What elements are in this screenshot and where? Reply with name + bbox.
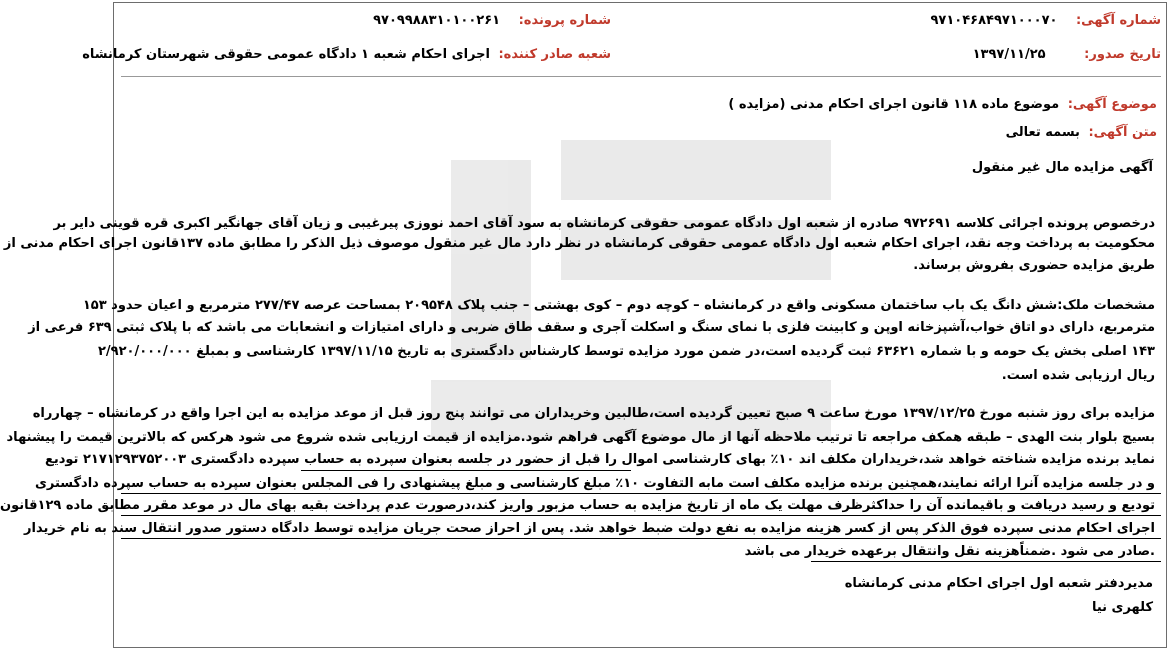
underline-3 (121, 515, 1161, 516)
p3-line-5: تودیع و رسید دریافت و باقیمانده آن را حداکثرظرف مهلت یک ماه از تاریخ مزایده به حساب مزبور واریز کند،درصورت عدم پرداخت بقیه بهای مال در موعد مقرر مطابق ماده ۱۲۹قانون (0, 498, 1155, 513)
p3-line-2: بسیج بلوار بنت الهدی – طبقه همکف مراجعه تا ترتیب ملاحظه آنها از مال موضوع آگهی فراهم شود.مزایده از قیمت ارزیابی شده شروع می شود هرکس که بالاترین قیمت را پیشنهاد (6, 430, 1155, 445)
p2-line-4: ریال ارزیابی شده است. (1001, 368, 1155, 383)
issuing-branch-label: شعبه صادر کننده: (498, 47, 611, 62)
issue-date-row (973, 47, 1161, 63)
header-divider (121, 76, 1161, 77)
ad-text-label: متن آگهی: (1088, 125, 1157, 140)
underline-5 (811, 561, 1161, 562)
subject-label: موضوع آگهی: (1067, 97, 1157, 112)
underline-1 (301, 470, 631, 471)
ad-number: ۹۷۱۰۴۶۸۴۹۷۱۰۰۰۷۰ (930, 13, 1058, 28)
ad-number-label: شماره آگهی: (1075, 13, 1161, 28)
issuing-branch-row (82, 47, 611, 63)
p2-line-2: مترمربع، دارای دو اتاق خواب،آشپزخانه اوپن و کابینت فلزی با نمای سنگ و اسکلت آجری و سقف طاق ضربی و دارای امتیازات و انشعابات می باشد که با پلاک ثبتی ۶۳۹ فرعی از (28, 320, 1155, 335)
case-number: ۹۷۰۹۹۸۸۳۱۰۱۰۰۲۶۱ (373, 13, 501, 28)
underline-4 (121, 538, 1161, 539)
underline-2 (121, 493, 1161, 494)
case-number-row (373, 13, 611, 29)
ad-text-row (1006, 125, 1157, 141)
p3-line-1: مزایده برای روز شنبه مورخ ۱۳۹۷/۱۲/۲۵ مورخ ساعت ۹ صبح تعیین گردیده است،طالبین وخریداران می توانند پنج روز قبل از موعد مزایده به این اجرا واقع در کرمانشاه – چهارراه (32, 406, 1155, 421)
p3-line-4: و در جلسه مزایده آنرا ارائه نمایند،همچنین برنده مزایده مکلف است مابه التفاوت ۱۰٪ مبلغ کارشناسی و مبلغ پیشنهادی را فی المجلس بعنوان سپرده به حساب سپرده دادگستری (34, 476, 1155, 491)
p1-line-1: درخصوص پرونده اجرائی کلاسه ۹۷۲۶۹۱ صادره از شعبه اول دادگاه عمومی حقوقی کرمانشاه به سود آقای احمد نووزی پیرغیبی و زیان آقای جهانگیر اکبری قره قوینی دایر بر (53, 216, 1155, 231)
ad-number-row (931, 13, 1162, 29)
issue-date-label: تاریخ صدور: (1084, 47, 1161, 62)
p3-line-7: .صادر می شود .ضمناًهزینه نقل وانتقال برعهده خریدار می باشد (744, 544, 1155, 559)
p1-line-3: طریق مزایده حضوری بفروش برساند. (913, 258, 1155, 273)
issue-date: ۱۳۹۷/۱۱/۲۵ (972, 47, 1046, 62)
subject-text: موضوع ماده ۱۱۸ قانون اجرای احکام مدنی (مزایده ) (728, 97, 1060, 112)
p2-line-1: مشخصات ملک:شش دانگ یک باب ساختمان مسکونی واقع در کرمانشاه – کوچه دوم – کوی بهشتی – جنب پلاک ۲۰۹۵۴۸ بمساحت عرصه ۲۷۷/۴۷ مترمربع و اعیان حدود ۱۵۳ (82, 298, 1155, 313)
ad-heading: آگهی مزایده مال غیر منقول (971, 160, 1153, 175)
ad-text-opening: بسمه تعالی (1005, 125, 1080, 140)
p1-line-2: محکومیت به پرداخت وجه نقد، اجرای احکام شعبه اول دادگاه عمومی حقوقی کرمانشاه در نظر دارد مال غیر منقول موصوف ذیل الذکر را مطابق ماده ۱۳۷قانون اجرای احکام مدنی از (3, 236, 1155, 251)
p3-line-3: نماید برنده مزایده شناخته خواهد شد،خریداران مکلف اند ۱۰٪ بهای کارشناسی اموال را قبل از حضور در جلسه بعنوان سپرده به حساب سپرده دادگستری ۲۱۷۱۲۹۳۷۵۲۰۰۳ تودیع (44, 452, 1155, 467)
signature-name: کلهری نیا (1091, 600, 1153, 615)
signature-office: مدیردفتر شعبه اول اجرای احکام مدنی کرمانشاه (844, 576, 1153, 591)
p2-line-3: ۱۴۳ اصلی بخش یک حومه و با شماره ۶۳۶۲۱ ثبت گردیده است،در ضمن مورد مزایده توسط کارشناس دادگستری به تاریخ ۱۳۹۷/۱۱/۱۵ کارشناسی و بمبلغ ۲/۹۲۰/۰۰۰/۰۰۰ (98, 344, 1155, 359)
case-number-label: شماره پرونده: (518, 13, 611, 28)
issuing-branch: اجرای احکام شعبه ۱ دادگاه عمومی حقوقی شهرستان کرمانشاه (82, 47, 490, 62)
p3-line-6: اجرای احکام مدنی سپرده فوق الذکر پس از کسر هزینه مزایده به نفع دولت ضبط خواهد شد. پس از احراز صحت جریان مزایده توسط دادگاه دستور صدور انتقال سند به نام خریدار (24, 521, 1155, 536)
subject-row (728, 97, 1157, 113)
